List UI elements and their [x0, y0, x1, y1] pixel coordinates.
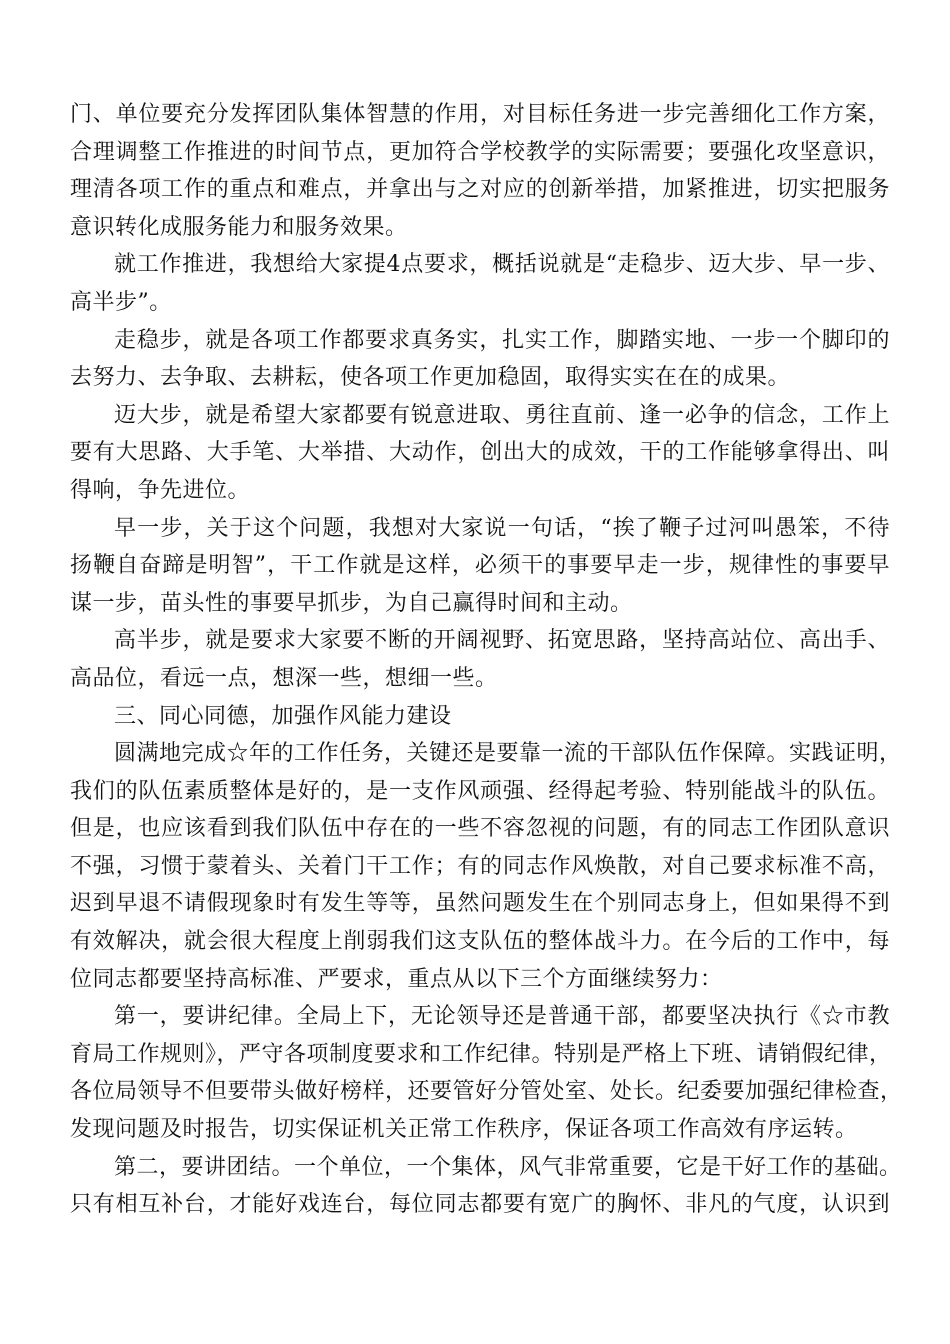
text-line: 迟到早退不请假现象时有发生等等，虽然问题发生在个别同志身上，但如果得不到 — [70, 891, 890, 917]
text-line: 但是，也应该看到我们队伍中存在的一些不容忽视的问题，有的同志工作团队意识 — [70, 816, 890, 842]
text-line: 合理调整工作推进的时间节点，更加符合学校教学的实际需要；要强化攻坚意识， — [70, 139, 890, 165]
text-line: 高半步，就是要求大家要不断的开阔视野、拓宽思路，坚持高站位、高出手、 — [114, 628, 890, 654]
text-line: 圆满地完成☆年的工作任务，关键还是要靠一流的干部队伍作保障。实践证明， — [114, 741, 902, 767]
text-line: 要有大思路、大手笔、大举措、大动作，创出大的成效，干的工作能够拿得出、叫 — [70, 440, 890, 466]
text-line: 不强，习惯于蒙着头、关着门干工作；有的同志作风焕散，对自己要求标准不高， — [70, 853, 890, 879]
text-line: 迈大步，就是希望大家都要有锐意进取、勇往直前、逢一必争的信念，工作上 — [114, 402, 890, 428]
text-line: 意识转化成服务能力和服务效果。 — [70, 214, 408, 240]
text-line: 位同志都要坚持高标准、严要求，重点从以下三个方面继续努力： — [70, 966, 723, 992]
text-line: 理清各项工作的重点和难点，并拿出与之对应的创新举措，加紧推进，切实把服务 — [70, 177, 890, 203]
text-line: 各位局领导不但要带头做好榜样，还要管好分管处室、处长。纪委要加强纪律检查， — [70, 1079, 903, 1105]
text-line: 去努力、去争取、去耕耘，使各项工作更加稳固，取得实实在在的成果。 — [70, 365, 791, 391]
text-line: 扬鞭自奋蹄是明智”，干工作就是这样，必须干的事要早走一步，规律性的事要早 — [70, 553, 890, 579]
text-line: 早一步，关于这个问题，我想对大家说一句话，“挨了鞭子过河叫愚笨，不待 — [114, 515, 890, 541]
text-line: 发现问题及时报告，切实保证机关正常工作秩序，保证各项工作高效有序运转。 — [70, 1117, 858, 1143]
text-line: 谋一步，苗头性的事要早抓步，为自己赢得时间和主动。 — [70, 590, 633, 616]
text-line: 育局工作规则》，严守各项制度要求和工作纪律。特别是严格上下班、请销假纪律， — [70, 1041, 892, 1067]
text-line: 第一，要讲纪律。全局上下，无论领导还是普通干部，都要坚决执行《☆市教 — [114, 1004, 890, 1030]
text-line: 门、单位要充分发挥团队集体智慧的作用，对目标任务进一步完善细化工作方案， — [70, 102, 890, 127]
text-line: 第二，要讲团结。一个单位，一个集体，风气非常重要，它是干好工作的基础。 — [114, 1154, 902, 1180]
text-line: 高品位，看远一点，想深一些，想细一些。 — [70, 665, 498, 691]
text-line: 得响，争先进位。 — [70, 477, 251, 503]
text-line: 有效解决，就会很大程度上削弱我们这支队伍的整体战斗力。在今后的工作中，每 — [70, 929, 890, 955]
document-page — [70, 96, 903, 1224]
text-line: 就工作推进，我想给大家提4点要求，概括说就是“走稳步、迈大步、早一步、 — [114, 252, 890, 278]
text-line: 三、同心同德，加强作风能力建设 — [114, 703, 452, 729]
text-line: 高半步”。 — [70, 289, 172, 315]
text-line: 我们的队伍素质整体是好的，是一支作风顽强、经得起考验、特别能战斗的队伍。 — [70, 778, 890, 804]
text-line: 只有相互补台，才能好戏连台，每位同志都要有宽广的胸怀、非凡的气度，认识到 — [70, 1192, 890, 1218]
text-line: 走稳步，就是各项工作都要求真务实，扎实工作，脚踏实地、一步一个脚印的 — [114, 327, 890, 353]
